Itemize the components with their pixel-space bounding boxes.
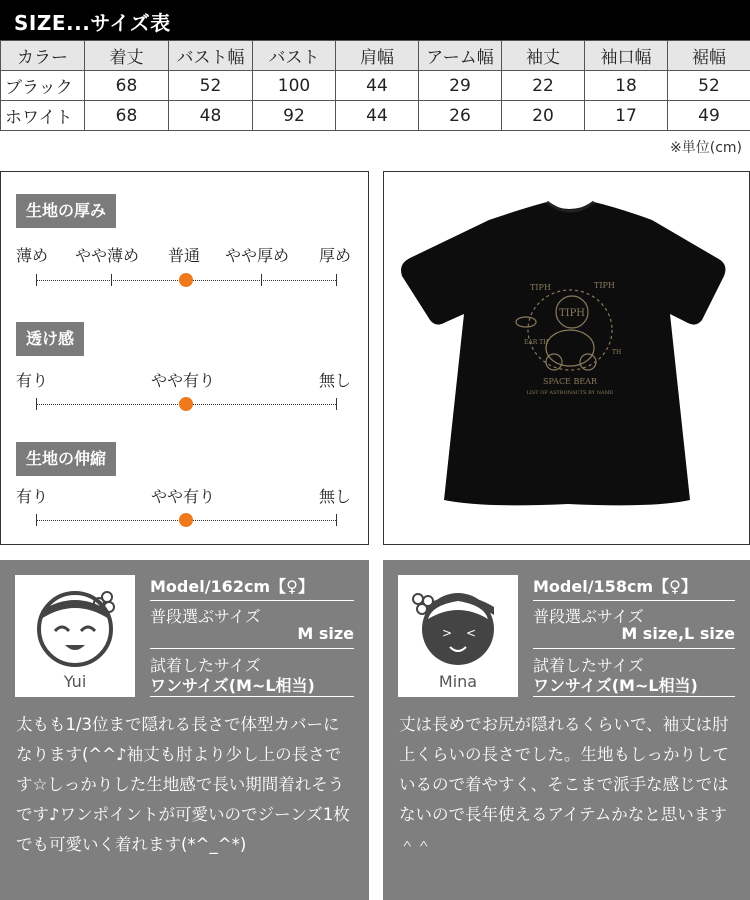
table-row xyxy=(1,71,750,101)
tried-size-label: 試着したサイズ xyxy=(150,656,261,675)
table-cell: 44 xyxy=(336,71,419,101)
table-cell: 68 xyxy=(85,71,169,101)
product-photo xyxy=(383,171,750,545)
usual-size-label: 普段選ぶサイズ xyxy=(533,607,644,626)
print-text: SPACE BEAR xyxy=(543,377,597,386)
model-info: Model/162cm【♀】 xyxy=(150,574,354,601)
column-header: アーム幅 xyxy=(419,41,502,71)
table-cell: 48 xyxy=(169,101,253,131)
table-cell: 20 xyxy=(502,101,585,131)
avatar-name: Yui xyxy=(63,672,87,691)
stretch-label: 生地の伸縮 xyxy=(16,442,116,476)
print-text: LIST OF ASTRONAUTS BY NAME xyxy=(526,390,614,396)
winking-face-icon xyxy=(398,575,518,675)
tried-size-label: 試着したサイズ xyxy=(533,656,644,675)
avatar-name: Mina xyxy=(438,672,478,691)
scale-tick xyxy=(36,398,37,410)
scale-tick xyxy=(36,274,37,286)
review-comment: 太もも1/3位まで隠れる長さで体型カバーになります(^^♪袖丈も肘より少し上の長さです☆しっかりした生地感で長い期間着れそうです♪ワンポイントが可愛いのでジーンズ1枚でも可愛いく着れます(*^_^*) xyxy=(16,715,350,854)
size-table xyxy=(0,40,750,131)
stretch-indicator-dot xyxy=(179,513,193,527)
avatar-mina xyxy=(398,575,518,697)
scale-tick xyxy=(336,514,337,526)
tried-size-value: ワンサイズ(M~L相当) xyxy=(533,676,698,695)
review-comment: 丈は長めでお尻が隠れるくらいで、袖丈は肘上くらいの長さでした。生地もしっかりしているので着やすく、そこまで派手な感じではないので長年使えるアイテムかなと思います＾＾ xyxy=(399,715,729,854)
model-info: Model/158cm【♀】 xyxy=(533,574,735,601)
divider xyxy=(150,648,354,649)
thickness-option: 薄め xyxy=(16,246,49,265)
column-header: バスト xyxy=(253,41,336,71)
svg-text:<: < xyxy=(466,626,477,640)
sheerness-option: やや有り xyxy=(151,371,216,390)
print-text: TH xyxy=(612,349,622,356)
tshirt-illustration xyxy=(384,172,750,545)
thickness-option: やや厚め xyxy=(225,246,290,265)
scale-tick xyxy=(336,274,337,286)
table-cell: 52 xyxy=(169,71,253,101)
scale-tick xyxy=(336,398,337,410)
scale-tick xyxy=(261,274,262,286)
column-header: カラー xyxy=(1,41,85,71)
review-card-yui xyxy=(0,560,369,900)
thickness-option: 厚め xyxy=(319,246,352,265)
scale-tick xyxy=(36,514,37,526)
thickness-option: 普通 xyxy=(168,246,201,265)
print-text: EAR TH xyxy=(524,339,549,346)
sheerness-label: 透け感 xyxy=(16,322,84,356)
usual-size-value: M size,L size xyxy=(621,624,735,643)
avatar-yui xyxy=(15,575,135,697)
table-cell: 18 xyxy=(585,71,668,101)
print-text: TIPH xyxy=(594,281,615,290)
stretch-option: 有り xyxy=(16,487,49,506)
table-cell: 49 xyxy=(668,101,750,131)
usual-size-value: M size xyxy=(297,624,354,643)
table-cell: 22 xyxy=(502,71,585,101)
print-text: TIPH xyxy=(530,283,551,292)
review-card-mina xyxy=(383,560,750,900)
column-header: 裾幅 xyxy=(668,41,750,71)
scale-tick xyxy=(111,274,112,286)
table-cell: 68 xyxy=(85,101,169,131)
table-row xyxy=(1,101,750,131)
thickness-label: 生地の厚み xyxy=(16,194,116,228)
column-header: 袖口幅 xyxy=(585,41,668,71)
table-cell: 52 xyxy=(668,71,750,101)
stretch-option: 無し xyxy=(319,487,352,506)
stretch-option: やや有り xyxy=(151,487,216,506)
size-title: SIZE...サイズ表 xyxy=(14,11,171,35)
table-cell: 100 xyxy=(253,71,336,101)
table-cell: 44 xyxy=(336,101,419,131)
thickness-indicator-dot xyxy=(179,273,193,287)
table-cell: 26 xyxy=(419,101,502,131)
table-cell: 92 xyxy=(253,101,336,131)
table-cell: ブラック xyxy=(1,71,85,101)
fabric-panel xyxy=(0,171,369,545)
unit-note: ※単位(cm) xyxy=(670,140,742,156)
svg-text:>: > xyxy=(442,626,453,640)
sheerness-option: 有り xyxy=(16,371,49,390)
divider xyxy=(533,648,735,649)
usual-size-label: 普段選ぶサイズ xyxy=(150,607,261,626)
print-text: TIPH xyxy=(558,308,586,319)
table-cell: ホワイト xyxy=(1,101,85,131)
tried-size-value: ワンサイズ(M~L相当) xyxy=(150,676,315,695)
column-header: 肩幅 xyxy=(336,41,419,71)
smiling-face-icon xyxy=(15,575,135,675)
table-header-row xyxy=(1,41,750,71)
size-header xyxy=(0,0,750,40)
column-header: 袖丈 xyxy=(502,41,585,71)
table-cell: 29 xyxy=(419,71,502,101)
column-header: 着丈 xyxy=(85,41,169,71)
table-cell: 17 xyxy=(585,101,668,131)
sheerness-option: 無し xyxy=(319,371,352,390)
divider xyxy=(150,696,354,697)
column-header: バスト幅 xyxy=(169,41,253,71)
divider xyxy=(533,696,735,697)
sheerness-indicator-dot xyxy=(179,397,193,411)
thickness-option: やや薄め xyxy=(75,246,140,265)
